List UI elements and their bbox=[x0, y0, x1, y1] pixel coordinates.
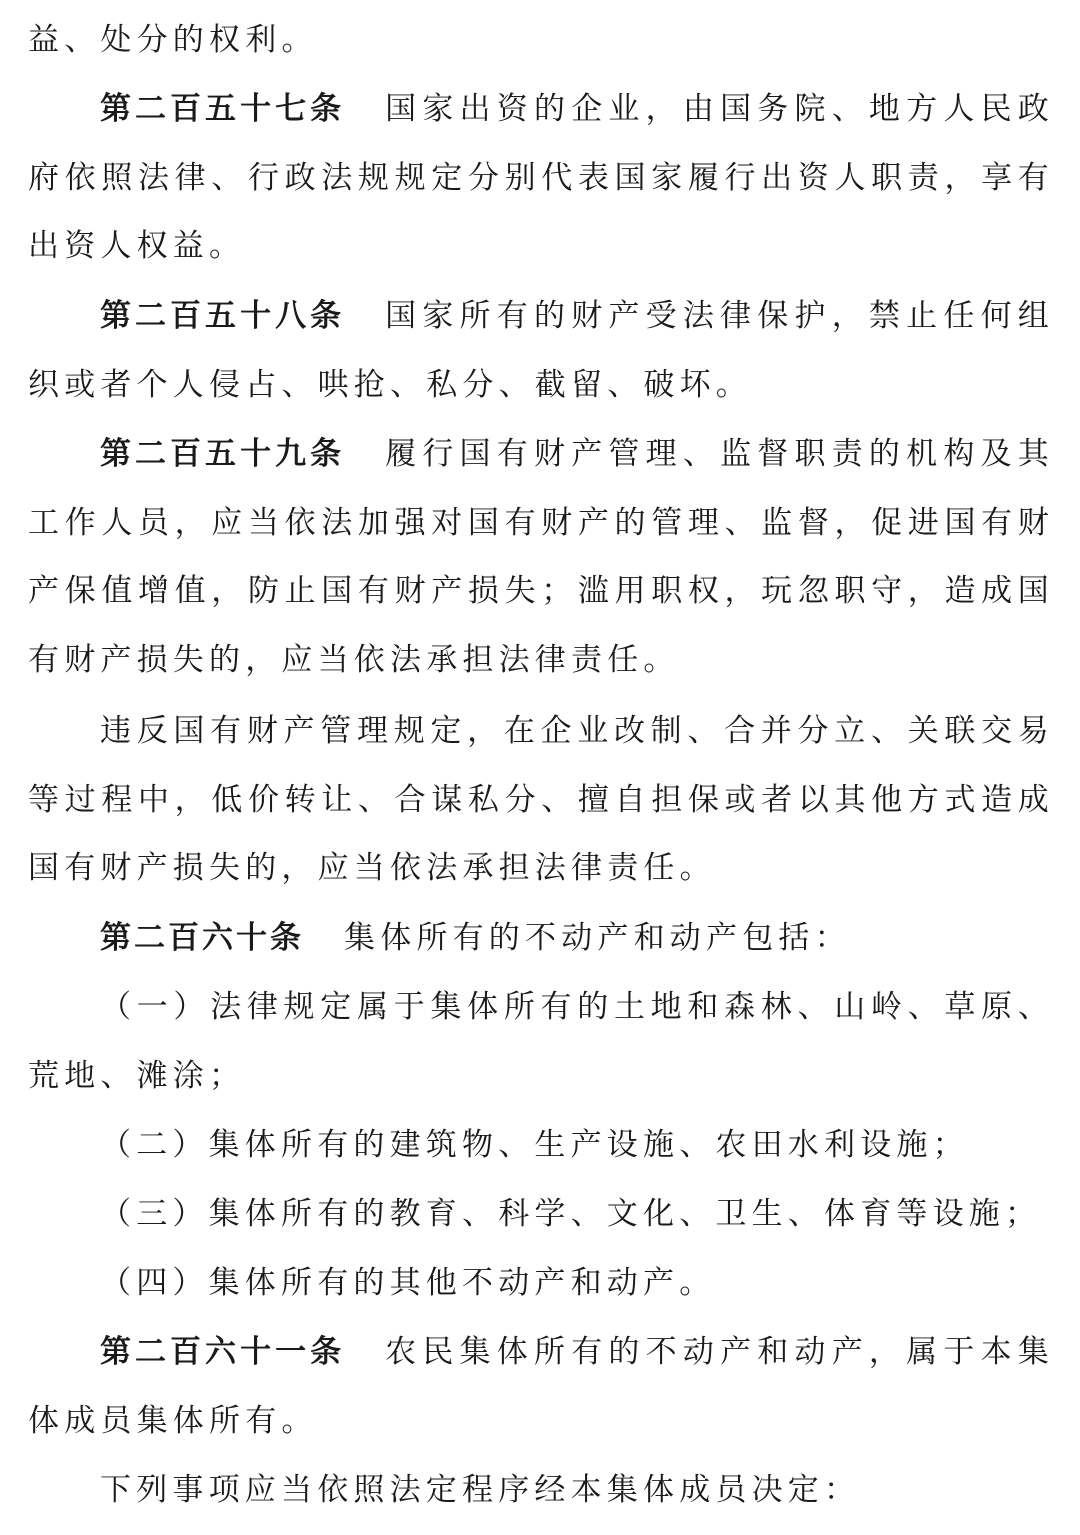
paragraph-continuation bbox=[28, 6, 1054, 75]
paragraph-261-2 bbox=[28, 1456, 1054, 1525]
article-number: 第二百五十九条 bbox=[100, 436, 346, 472]
article-259 bbox=[28, 420, 1054, 694]
paragraph-text: 履行国有财产管理、监督职责的机构及其工作人员，应当依法加强对国有财产的管理、监督，促进国有财产保值增值，防止国有财产损失；滥用职权，玩忽职守，造成国有财产损失的，应当依法承担法律责任。 bbox=[28, 436, 1054, 678]
article-257 bbox=[28, 75, 1054, 281]
article-number: 第二百五十七条 bbox=[100, 91, 346, 127]
article-258 bbox=[28, 282, 1054, 419]
article-number: 第二百六十条 bbox=[100, 920, 304, 956]
paragraph-text: （四）集体所有的其他不动产和动产。 bbox=[100, 1265, 716, 1301]
paragraph-text: 益、处分的权利。 bbox=[28, 22, 318, 58]
paragraph-text: （一）法律规定属于集体所有的土地和森林、山岭、草原、荒地、滩涂； bbox=[28, 989, 1054, 1094]
list-item-3 bbox=[28, 1180, 1054, 1249]
article-260 bbox=[28, 904, 1054, 973]
article-number: 第二百六十一条 bbox=[100, 1334, 346, 1370]
paragraph-text: （三）集体所有的教育、科学、文化、卫生、体育等设施； bbox=[100, 1196, 1042, 1232]
article-261 bbox=[28, 1318, 1054, 1455]
paragraph-text: 违反国有财产管理规定，在企业改制、合并分立、关联交易等过程中，低价转让、合谋私分、擅自担保或者以其他方式造成国有财产损失的，应当依法承担法律责任。 bbox=[28, 713, 1054, 886]
paragraph-text: 下列事项应当依照法定程序经本集体成员决定： bbox=[100, 1472, 861, 1508]
list-item-1 bbox=[28, 973, 1054, 1110]
paragraph-text: （二）集体所有的建筑物、生产设施、农田水利设施； bbox=[100, 1127, 969, 1163]
paragraph-259-2 bbox=[28, 697, 1054, 903]
list-item-2 bbox=[28, 1111, 1054, 1180]
paragraph-text: 农民集体所有的不动产和动产，属于本集体成员集体所有。 bbox=[28, 1334, 1054, 1439]
paragraph-text: 集体所有的不动产和动产包括： bbox=[344, 920, 851, 956]
paragraph-text: 国家所有的财产受法律保护，禁止任何组织或者个人侵占、哄抢、私分、截留、破坏。 bbox=[28, 298, 1054, 403]
article-number: 第二百五十八条 bbox=[100, 298, 346, 334]
paragraph-text: 国家出资的企业，由国务院、地方人民政府依照法律、行政法规规定分别代表国家履行出资人职责，享有出资人权益。 bbox=[28, 91, 1054, 264]
list-item-4 bbox=[28, 1249, 1054, 1318]
